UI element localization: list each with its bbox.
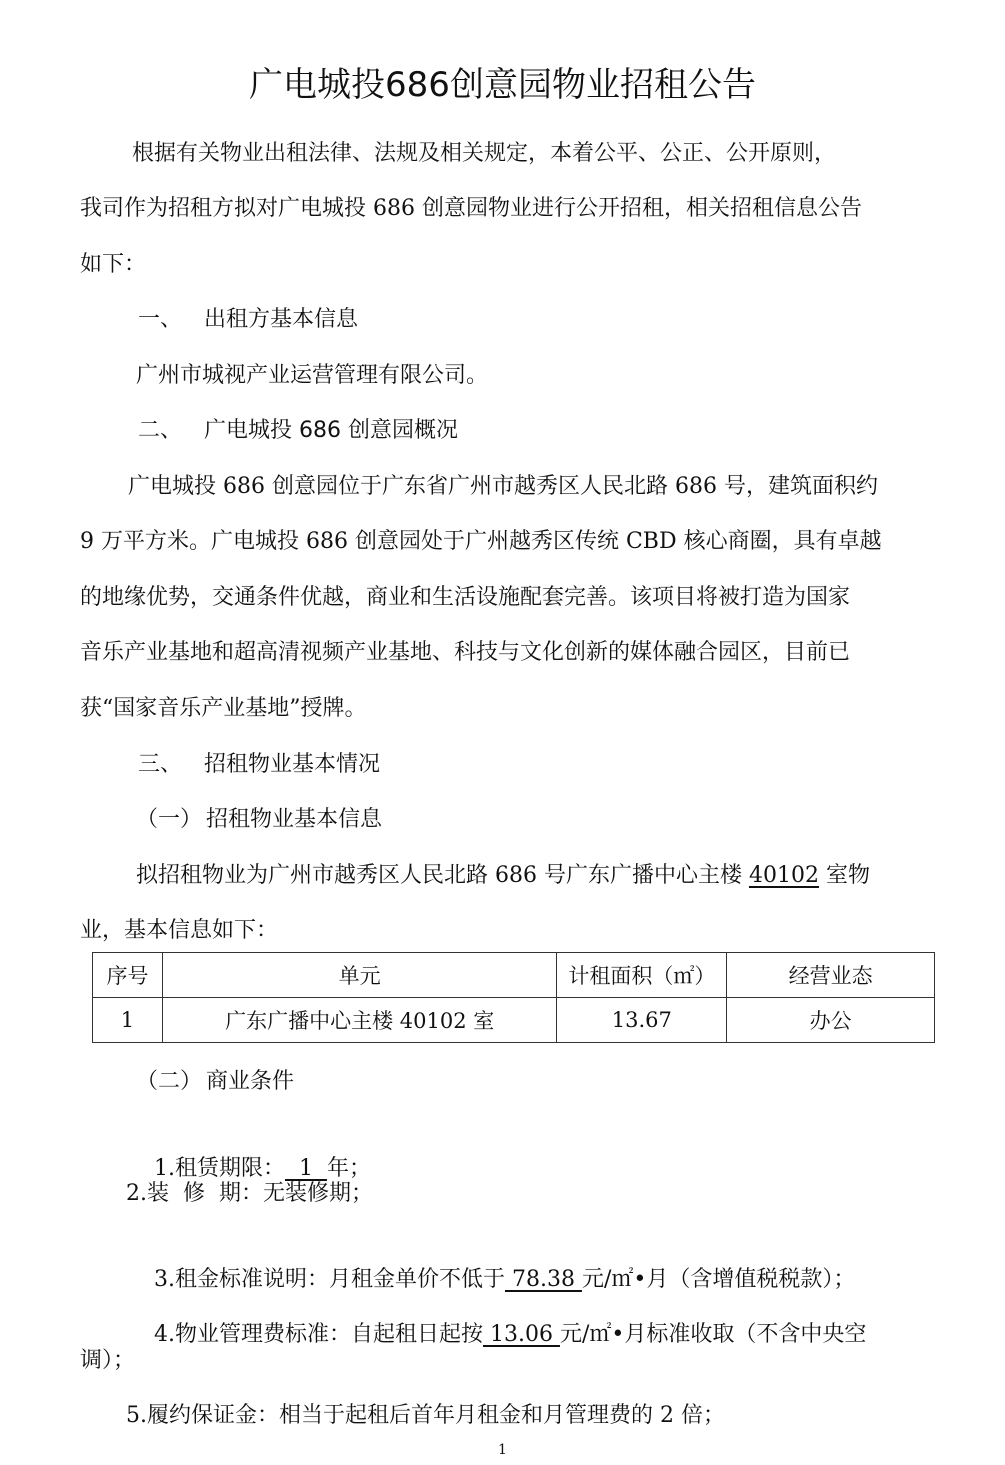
section-1-body: 广州市城视产业运营管理有限公司。	[136, 363, 489, 388]
subsection-1-number: （一）	[136, 807, 203, 832]
subsection-1-line-2: 业，基本信息如下：	[80, 918, 279, 943]
header-unit: 单元	[162, 953, 557, 998]
condition-item-1-unit: 年；	[326, 1156, 371, 1181]
intro-line-2: 我司作为招租方拟对广电城投 686 创意园物业进行公开招租，相关招租信息公告	[80, 196, 862, 221]
cell-area: 13.67	[557, 998, 727, 1043]
subsection-1-line-1	[136, 861, 931, 891]
section-2-line-2: 9 万平方米。广电城投 686 创意园处于广州越秀区传统 CBD 核心商圈，具有卓越	[80, 529, 882, 554]
rent-price-value: 78.38	[504, 1267, 582, 1292]
condition-item-3-unit: 元/㎡•月（含增值税税款）；	[581, 1267, 856, 1292]
lease-term-value: 1	[284, 1156, 327, 1181]
subsection-2-number: （二）	[136, 1069, 203, 1094]
page-number: 1	[498, 1442, 507, 1458]
property-info-table	[92, 952, 935, 1043]
room-number: 40102	[748, 863, 819, 888]
section-3-number: 三、	[138, 752, 183, 777]
subsection-1-heading	[136, 805, 986, 835]
management-fee-value: 13.06	[482, 1322, 560, 1347]
table-header-row	[93, 953, 935, 998]
subsection-2-heading	[136, 1067, 986, 1097]
condition-item-1-label: 1.租赁期限：	[153, 1156, 285, 1181]
condition-item-4-label: 4.物业管理费标准：自起租日起按	[153, 1322, 483, 1347]
cell-unit: 广东广播中心主楼 40102 室	[162, 998, 557, 1043]
section-3-heading	[138, 750, 988, 780]
condition-item-3-label: 3.租金标准说明：月租金单价不低于	[153, 1267, 505, 1292]
section-2-heading	[138, 416, 988, 446]
condition-item-4-unit: 元/㎡•月标准收取（不含中央空	[559, 1322, 867, 1347]
section-1-heading	[138, 305, 988, 335]
section-3-title: 招租物业基本情况	[204, 752, 381, 777]
intro-line-1: 根据有关物业出租法律、法规及相关规定，本着公平、公正、公开原则，	[132, 141, 837, 166]
cell-serial: 1	[93, 998, 163, 1043]
subsection-2-title: 商业条件	[206, 1069, 295, 1094]
section-2-line-1: 广电城投 686 创意园位于广东省广州市越秀区人民北路 686 号，建筑面积约	[128, 474, 878, 499]
header-business: 经营业态	[727, 953, 935, 998]
condition-item-5: 5.履约保证金：相当于起租后首年月租金和月管理费的 2 倍；	[126, 1403, 725, 1428]
section-1-title: 出租方基本信息	[204, 307, 359, 332]
subsection-1-line-1-text: 拟招租物业为广州市越秀区人民北路 686 号广东广播中心主楼	[136, 863, 749, 888]
section-2-title: 广电城投 686 创意园概况	[204, 418, 458, 443]
header-area: 计租面积（㎡）	[557, 953, 727, 998]
intro-line-3: 如下：	[80, 252, 147, 277]
section-2-line-4: 音乐产业基地和超高清视频产业基地、科技与文化创新的媒体融合园区，目前已	[80, 640, 851, 665]
section-2-line-3: 的地缘优势，交通条件优越，商业和生活设施配套完善。该项目将被打造为国家	[80, 585, 851, 610]
condition-item-4-line-2: 调）；	[80, 1348, 136, 1373]
header-serial: 序号	[93, 953, 163, 998]
cell-business: 办公	[727, 998, 935, 1043]
section-2-line-5: 获“国家音乐产业基地”授牌。	[80, 696, 367, 721]
condition-item-2: 2.装 修 期：无装修期；	[126, 1181, 373, 1206]
section-2-number: 二、	[138, 418, 183, 443]
table-row	[93, 998, 935, 1043]
section-1-number: 一、	[138, 307, 183, 332]
subsection-1-title: 招租物业基本信息	[206, 807, 383, 832]
subsection-1-line-1-tail: 室物	[818, 863, 870, 888]
document-title: 广电城投686创意园物业招租公告	[249, 65, 756, 105]
